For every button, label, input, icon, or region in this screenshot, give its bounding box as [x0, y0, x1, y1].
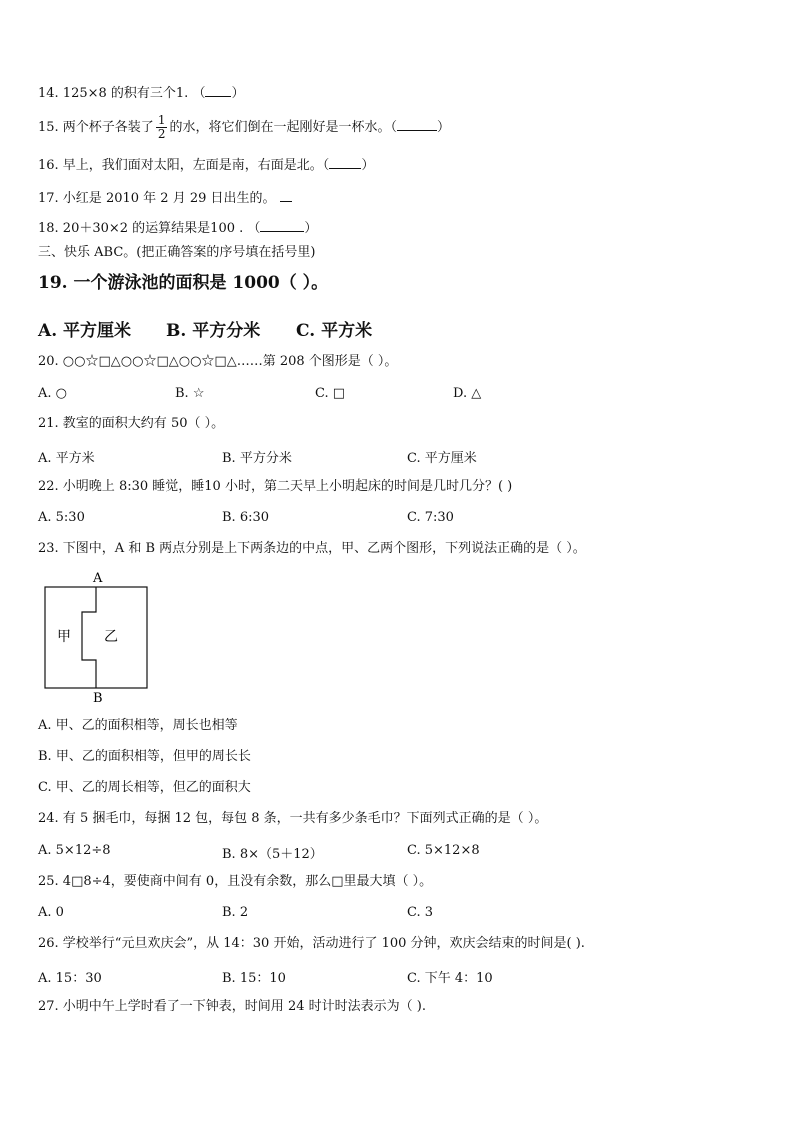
option-b[interactable]: B. 2 — [222, 905, 249, 920]
dividing-line — [82, 587, 96, 688]
option-c[interactable]: C. 3 — [407, 905, 434, 920]
option-b[interactable]: B. 6:30 — [222, 510, 270, 525]
option-a[interactable]: A. 0 — [38, 905, 64, 920]
question-19: 19. 一个游泳池的面积是 1000（ ）。 — [38, 273, 329, 293]
option-c[interactable]: C. 下午 4：10 — [407, 971, 493, 986]
question-21: 21. 教室的面积大约有 50（ ）。 — [38, 416, 225, 431]
fraction: $\frac{1}{2}$ — [157, 113, 166, 141]
option-d[interactable]: D. △ — [453, 386, 482, 401]
option-b[interactable]: B. 15：10 — [222, 971, 286, 986]
option-b[interactable]: B. 平方分米 — [166, 321, 261, 341]
question-16: 16. 早上，我们面对太阳，左面是南，右面是北。（ ） — [38, 158, 375, 173]
option-c[interactable]: C. 7:30 — [407, 510, 454, 525]
question-15: 15. 两个杯子各装了 $\frac{1}{2}$ 的水，将它们倒在一起刚好是一杯水。（ ） — [38, 113, 450, 141]
split-rectangle-figure — [40, 568, 156, 704]
option-c[interactable]: C. 平方米 — [296, 321, 373, 341]
option-b[interactable]: B. 甲、乙的面积相等，但甲的周长长 — [38, 749, 251, 764]
option-a[interactable]: A. 平方米 — [38, 451, 95, 466]
question-27: 27. 小明中午上学时看了一下钟表，时间用 24 时计时法表示为（ ). — [38, 999, 426, 1014]
option-c[interactable]: C. □ — [315, 386, 346, 401]
answer-blank[interactable] — [280, 189, 292, 202]
question-14: 14. 125×8 的积有三个1. （ ） — [38, 86, 245, 101]
option-a[interactable]: A. 15：30 — [38, 971, 102, 986]
question-22: 22. 小明晚上 8:30 睡觉，睡10 小时，第二天早上小明起床的时间是几时几分？( ) — [38, 479, 513, 494]
answer-blank[interactable] — [397, 118, 437, 131]
question-26: 26. 学校举行“元旦欢庆会”，从 14：30 开始，活动进行了 100 分钟，欢庆会结束的时间是( ). — [38, 936, 585, 951]
question-23: 23. 下图中，A 和 B 两点分别是上下两条边的中点，甲、乙两个图形，下列说法正确的是（ ）。 — [38, 541, 586, 556]
point-b-label: B — [93, 691, 103, 704]
option-a[interactable]: A. 5:30 — [38, 510, 85, 525]
answer-blank[interactable] — [260, 219, 304, 232]
region-yi-label: 乙 — [104, 629, 118, 645]
option-b[interactable]: B. 平方分米 — [222, 451, 292, 466]
question-24: 24. 有 5 捆毛巾，每捆 12 包，每包 8 条，一共有多少条毛巾？下面列式正确的是（ ）。 — [38, 811, 548, 826]
region-jia-label: 甲 — [57, 629, 71, 645]
option-a[interactable]: A. 5×12÷8 — [38, 843, 111, 858]
option-a[interactable]: A. 甲、乙的面积相等，周长也相等 — [38, 718, 238, 733]
question-25: 25. 4□8÷4，要使商中间有 0，且没有余数，那么□里最大填（ ）。 — [38, 874, 433, 889]
option-a[interactable]: A. 平方厘米 — [38, 321, 132, 341]
question-18: 18. 20＋30×2 的运算结果是100 . （ ） — [38, 221, 318, 236]
option-c[interactable]: C. 平方厘米 — [407, 451, 477, 466]
point-a-label: A — [93, 571, 103, 586]
answer-blank[interactable] — [205, 84, 231, 97]
section-heading: 三、快乐 ABC。(把正确答案的序号填在括号里) — [38, 245, 316, 260]
option-c[interactable]: C. 甲、乙的周长相等，但乙的面积大 — [38, 780, 251, 795]
option-b[interactable]: B. 8×（5＋12） — [222, 847, 323, 862]
option-a[interactable]: A. ○ — [38, 386, 67, 401]
option-b[interactable]: B. ☆ — [175, 386, 205, 401]
question-20: 20. ○○☆□△○○☆□△○○☆□△……第 208 个图形是（ ）。 — [38, 354, 398, 369]
answer-blank[interactable] — [329, 156, 361, 169]
option-c[interactable]: C. 5×12×8 — [407, 843, 480, 858]
question-17: 17. 小红是 2010 年 2 月 29 日出生的。 — [38, 189, 292, 207]
